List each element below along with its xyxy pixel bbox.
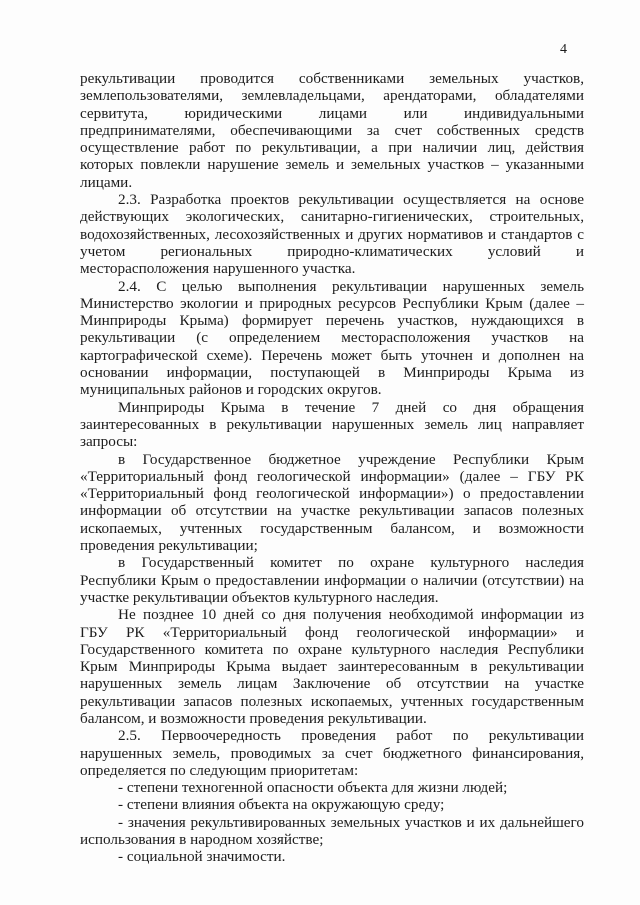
priority-item-land-value: - значения рекультивированных земельных участков и их дальнейшего использования в народном хозяйстве;: [80, 813, 584, 849]
priority-item-social-significance: - социальной значимости.: [118, 848, 286, 866]
page-number: 4: [560, 42, 567, 57]
paragraph-2-3: 2.3. Разработка проектов рекультивации осуществляется на основе действующих экологических, санитарно-гигиенических, строительных, водохозяйственных, лесохозяйственных и других нормативов и стандартов с учетом региональных природно-климатических условий и месторасположения нарушенного участка.: [80, 191, 584, 278]
paragraph-request-heritage-committee: в Государственный комитет по охране культурного наследия Республики Крым о предоставлении информации о наличии (отсутствии) на участке рекультивации объектов культурного наследия.: [80, 554, 584, 606]
paragraph-2-5: 2.5. Первоочередность проведения работ по рекультивации нарушенных земель, проводимых за счет бюджетного финансирования, определяется по следующим приоритетам:: [80, 727, 584, 779]
paragraph-request-geology-fund: в Государственное бюджетное учреждение Республики Крым «Территориальный фонд геологической информации» (далее – ГБУ РК «Территориальный фонд геологической информации») о предоставлении информации об отсутствии на участке рекультивации запасов полезных ископаемых, учтенных государственным балансом, и возможности проведения рекультивации;: [80, 450, 584, 555]
document-body: [80, 70, 584, 866]
paragraph-continuation: рекультивации проводится собственниками земельных участков, землепользователями, землевладельцами, арендаторами, обладателями сервитута, юридическими лицами или индивидуальными предпринимателями, обеспечивающими за счет собственных средств осуществление работ по рекультивации, а при наличии лиц, действия которых повлекли нарушение земель и земельных участков – указанными лицами.: [80, 70, 584, 191]
paragraph-conclusion-issuance: Не позднее 10 дней со дня получения необходимой информации из ГБУ РК «Территориальный фонд геологической информации» и Государственного комитета по охране культурного наследия Республики Крым Минприроды Крыма выдает заинтересованным в рекультивации нарушенных земель лицам Заключение об отсутствии на участке рекультивации запасов полезных ископаемых, учтенных государственным балансом, и возможности проведения рекультивации.: [80, 606, 584, 727]
priority-item-environment-impact: - степени влияния объекта на окружающую среду;: [118, 796, 445, 814]
paragraph-2-4: 2.4. С целью выполнения рекультивации нарушенных земель Министерство экологии и природных ресурсов Республики Крым (далее – Минприроды Крыма) формирует перечень участков, нуждающихся в рекультивации (с определением месторасположения участков на картографической схеме). Перечень может быть уточнен и дополнен на основании информации, поступающей в Минприроды Крыма из муниципальных районов и городских округов.: [80, 277, 584, 399]
priority-item-technogenic-danger: - степени техногенной опасности объекта для жизни людей;: [118, 779, 508, 797]
paragraph-requests-intro: Минприроды Крыма в течение 7 дней со дня обращения заинтересованных в рекультивации нарушенных земель лиц направляет запросы:: [80, 398, 584, 451]
